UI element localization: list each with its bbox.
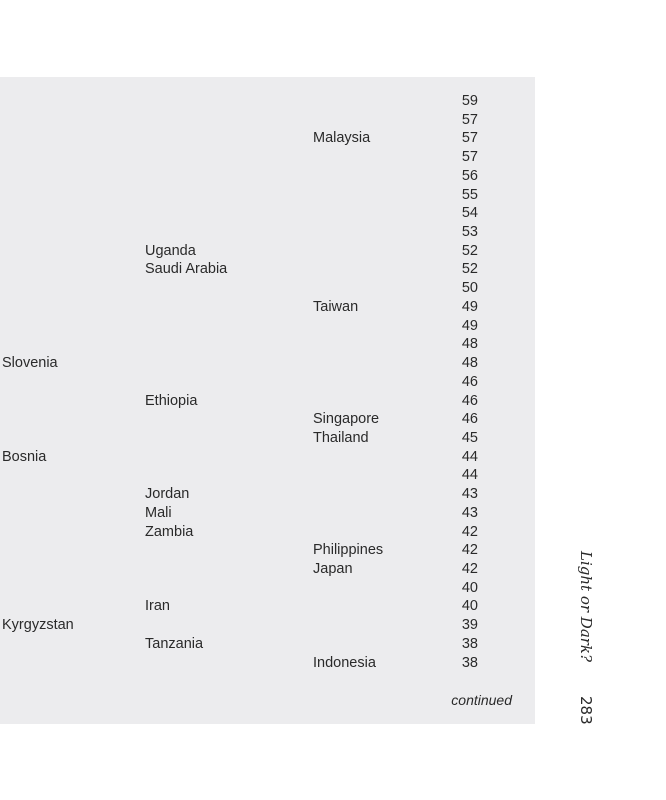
value-cell: 44 bbox=[461, 467, 478, 484]
running-head: Light or Dark? bbox=[577, 551, 595, 663]
table-row bbox=[0, 260, 535, 279]
value-cell: 52 bbox=[461, 242, 478, 259]
table-row bbox=[0, 579, 535, 598]
value-cell: 42 bbox=[461, 523, 478, 540]
country-col-3: Thailand bbox=[313, 429, 369, 446]
value-cell: 52 bbox=[461, 261, 478, 278]
table-row bbox=[0, 186, 535, 205]
country-col-3: Malaysia bbox=[313, 130, 371, 147]
value-cell: 45 bbox=[461, 429, 478, 446]
table-row bbox=[0, 298, 535, 317]
country-col-2: Jordan bbox=[145, 486, 190, 503]
table-row bbox=[0, 597, 535, 616]
value-cell: 48 bbox=[461, 336, 478, 353]
value-cell: 57 bbox=[461, 149, 478, 166]
table-row bbox=[0, 204, 535, 223]
value-cell: 57 bbox=[461, 130, 478, 147]
table-row bbox=[0, 410, 535, 429]
value-cell: 57 bbox=[461, 111, 478, 128]
table-row bbox=[0, 354, 535, 373]
country-col-2: Tanzania bbox=[145, 635, 204, 652]
table-row bbox=[0, 373, 535, 392]
table-row bbox=[0, 242, 535, 261]
table-row bbox=[0, 466, 535, 485]
table-row bbox=[0, 504, 535, 523]
country-col-2: Saudi Arabia bbox=[145, 261, 228, 278]
table-row bbox=[0, 92, 535, 111]
data-table-panel bbox=[0, 77, 535, 724]
table-row bbox=[0, 335, 535, 354]
value-cell: 50 bbox=[461, 280, 478, 297]
table-row bbox=[0, 448, 535, 467]
table-row bbox=[0, 560, 535, 579]
country-col-2: Uganda bbox=[145, 242, 196, 259]
value-cell: 38 bbox=[461, 654, 478, 671]
value-cell: 48 bbox=[461, 355, 478, 372]
table-row bbox=[0, 523, 535, 542]
country-col-3: Japan bbox=[313, 561, 353, 577]
value-cell: 42 bbox=[461, 561, 478, 577]
country-col-2: Iran bbox=[145, 598, 170, 615]
country-col-1: Kyrgyzstan bbox=[2, 617, 74, 634]
value-cell: 38 bbox=[461, 635, 478, 652]
table-row bbox=[0, 111, 535, 130]
value-cell: 59 bbox=[461, 93, 478, 109]
value-cell: 46 bbox=[461, 392, 478, 409]
country-col-2: Ethiopia bbox=[145, 392, 198, 409]
table-row bbox=[0, 635, 535, 654]
value-cell: 49 bbox=[461, 298, 478, 315]
table-row bbox=[0, 429, 535, 448]
table-row bbox=[0, 167, 535, 186]
table-row bbox=[0, 392, 535, 411]
value-cell: 43 bbox=[461, 504, 478, 521]
table-row bbox=[0, 616, 535, 635]
value-cell: 40 bbox=[461, 579, 478, 596]
country-col-1: Bosnia bbox=[2, 448, 47, 465]
value-cell: 56 bbox=[461, 167, 478, 184]
value-cell: 42 bbox=[461, 542, 478, 559]
value-cell: 53 bbox=[461, 224, 478, 241]
value-cell: 46 bbox=[461, 411, 478, 428]
country-col-3: Singapore bbox=[313, 411, 380, 428]
country-col-3: Philippines bbox=[313, 542, 384, 559]
value-cell: 39 bbox=[461, 617, 478, 634]
value-cell: 49 bbox=[461, 317, 478, 334]
page-number: 283 bbox=[577, 696, 595, 725]
table-row bbox=[0, 129, 535, 148]
table-row bbox=[0, 148, 535, 167]
table-row bbox=[0, 223, 535, 242]
table-row bbox=[0, 485, 535, 504]
value-cell: 43 bbox=[461, 486, 478, 503]
value-cell: 40 bbox=[461, 598, 478, 615]
value-cell: 55 bbox=[461, 186, 478, 203]
country-col-2: Zambia bbox=[145, 523, 194, 540]
value-cell: 54 bbox=[461, 205, 478, 222]
country-col-3: Taiwan bbox=[313, 298, 359, 315]
table-row bbox=[0, 541, 535, 560]
table-row bbox=[0, 317, 535, 336]
country-col-3: Indonesia bbox=[313, 654, 376, 671]
country-col-1: Slovenia bbox=[2, 355, 58, 372]
value-cell: 46 bbox=[461, 373, 478, 390]
table-row bbox=[0, 654, 535, 673]
value-cell: 44 bbox=[461, 448, 478, 465]
table-row bbox=[0, 279, 535, 298]
continued-label: continued bbox=[451, 692, 512, 708]
country-col-2: Mali bbox=[145, 504, 172, 521]
